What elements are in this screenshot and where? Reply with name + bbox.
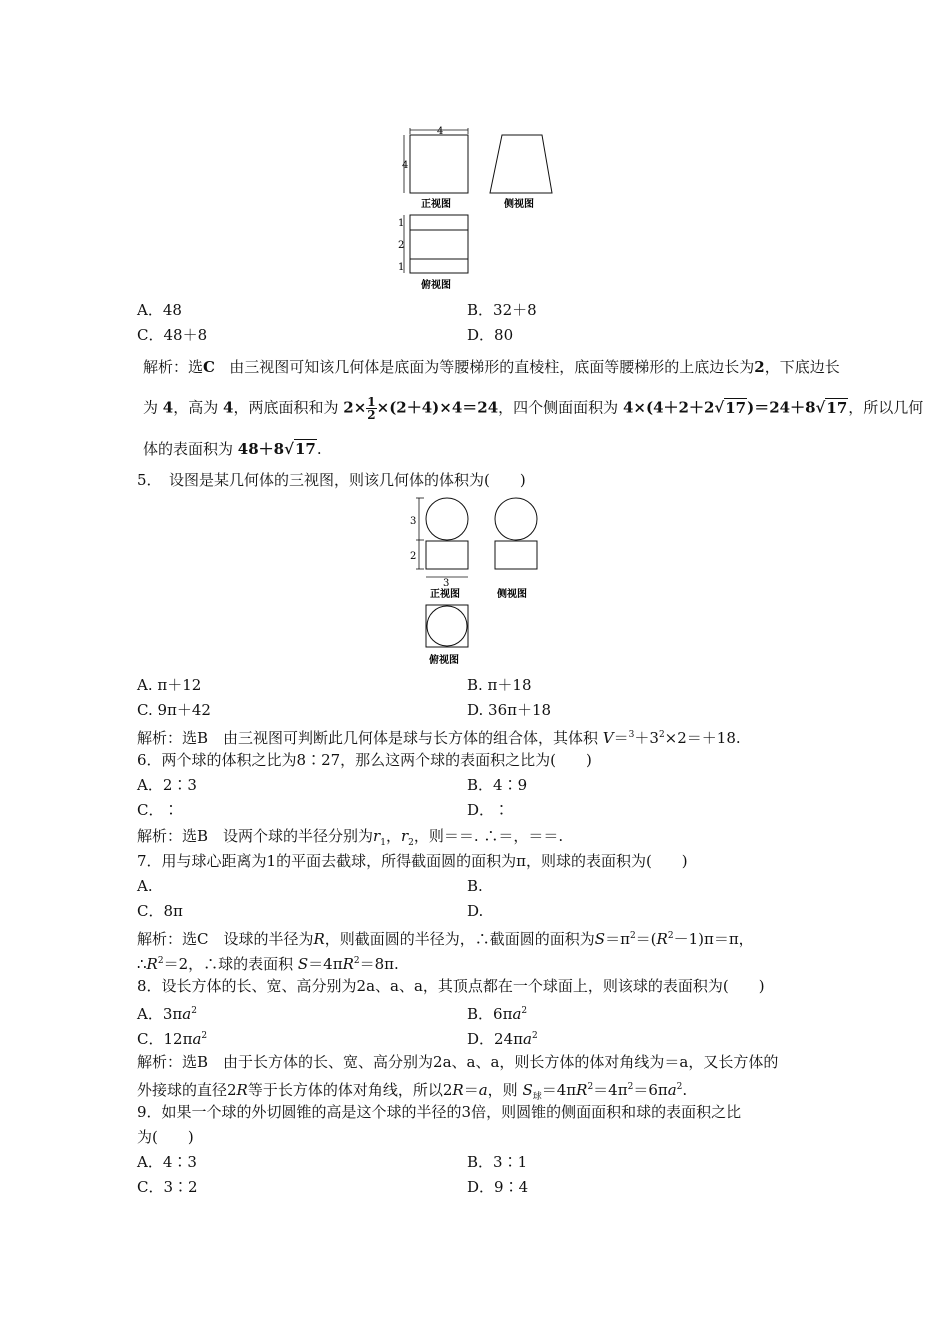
figure-q4-three-views <box>395 125 555 295</box>
q5-option-d: D. 36π＋18 <box>467 701 552 719</box>
q5-option-a: A. π＋12 <box>137 676 202 694</box>
q6-option-a: A．2∶3 <box>137 776 197 794</box>
q7-option-d: D. <box>467 902 484 920</box>
q9-option-c: C．3∶2 <box>137 1178 198 1196</box>
q8-analysis-line1: 解析：选B 由于长方体的长、宽、高分别为2a、a、a，则长方体的体对角线为＝a，又长方体的 <box>137 1053 779 1071</box>
side-box <box>495 541 537 569</box>
q5-front-label: 正视图 <box>430 589 460 600</box>
q6-option-b: B．4∶9 <box>467 776 528 794</box>
q8-analysis-line2: 外接球的直径2R等于长方体的体对角线，所以2R＝a，则 $S_球=4\pi R^2=4\pi^2=6\pi a^2$. <box>137 1081 688 1102</box>
top-dim-1: 1 <box>398 218 405 229</box>
dim-left-label: 4 <box>402 160 409 171</box>
q5-stem: 5． 设图是某几何体的三视图，则该几何体的体积为( ) <box>137 471 526 489</box>
q7-analysis-line2: $\therefore R^2=2$，∴球的表面积 $S=4\pi R^2=8\pi$. <box>137 955 399 973</box>
figure-q5-three-views <box>405 497 555 669</box>
q9-option-b: B．3∶1 <box>467 1153 528 1171</box>
q6-analysis: 解析：选B 设两个球的半径分别为$r_1$，$r_2$，则＝＝. ∴＝，＝＝. <box>137 827 564 848</box>
q9-stem-line1: 9．如果一个球的外切圆锥的高是这个球的半径的3倍，则圆锥的侧面面积和球的表面积之比 <box>137 1103 742 1121</box>
q9-option-a: A．4∶3 <box>137 1153 197 1171</box>
q4-option-a: A．48 <box>137 301 182 319</box>
q5-top-label: 俯视图 <box>429 655 459 666</box>
q7-option-b: B. <box>467 877 483 895</box>
front-view-label: 正视图 <box>421 199 451 210</box>
q6-stem: 6．两个球的体积之比为8∶27，那么这两个球的表面积之比为( ) <box>137 751 592 769</box>
q5-option-c: C. 9π＋42 <box>137 701 211 719</box>
q5-dim-3: 3 <box>410 516 417 527</box>
q7-option-a: A. <box>137 877 153 895</box>
side-view-trapezoid <box>490 135 552 193</box>
top-dim-2: 2 <box>398 240 405 251</box>
q8-option-d: D．$24\pi a^2$ <box>467 1030 538 1048</box>
q5-side-label: 侧视图 <box>497 589 527 600</box>
q4-option-d: D．80 <box>467 326 514 344</box>
q9-option-d: D．9∶4 <box>467 1178 529 1196</box>
fraction-half: $\frac{1}{2}$ <box>367 395 376 422</box>
top-sphere <box>427 606 467 646</box>
q8-stem: 8．设长方体的长、宽、高分别为2a、a、a，其顶点都在一个球面上，则该球的表面积为( ) <box>137 977 765 995</box>
dim-top-label: 4 <box>437 126 444 137</box>
q6-option-d: D．∶ <box>467 801 510 819</box>
side-sphere <box>495 498 537 540</box>
q8-option-b: B．$6\pi a^2$ <box>467 1005 528 1023</box>
q5-dim-2: 2 <box>410 551 417 562</box>
q4-analysis-line2: 为 4，高为 4，两底面积和为 2× $\frac{1}{2}$ ×(2＋4)×4＝24，四个侧面面积为 4×(4＋2＋2√17)＝24＋8√17，所以几何 <box>143 395 924 422</box>
q4-option-c: C．48＋8 <box>137 326 208 344</box>
q8-option-a: A．$3\pi a^2$ <box>137 1005 197 1023</box>
q8-option-c: C．$12\pi a^2$ <box>137 1030 208 1048</box>
q6-option-c: C．∶ <box>137 801 179 819</box>
q5-option-b: B. π＋18 <box>467 676 532 694</box>
q7-stem: 7．用与球心距离为1的平面去截球，所得截面圆的面积为π，则球的表面积为( ) <box>137 852 688 870</box>
q5-analysis: 解析：选B 由三视图可判断此几何体是球与长方体的组合体，其体积 $V=^3+3^2\times 2=+18$. <box>137 729 741 747</box>
front-box <box>426 541 468 569</box>
q9-stem-line2: 为( ) <box>137 1128 194 1146</box>
front-sphere <box>426 498 468 540</box>
top-view-rect <box>410 215 468 273</box>
side-view-label: 侧视图 <box>504 199 534 210</box>
top-box <box>426 605 468 647</box>
top-view-label: 俯视图 <box>421 280 451 291</box>
top-dim-3: 1 <box>398 262 405 273</box>
q4-option-b: B．32＋8 <box>467 301 537 319</box>
q5-dim-bottom: 3 <box>443 578 450 589</box>
q4-analysis-line1: 解析：选C 由三视图可知该几何体是底面为等腰梯形的直棱柱，底面等腰梯形的上底边长为2，下底边长 <box>143 358 840 376</box>
front-view-square <box>410 135 468 193</box>
q4-analysis-line3: 体的表面积为 48＋8√17. <box>143 440 322 458</box>
q7-analysis-line1: 解析：选C 设球的半径为R，则截面圆的半径为，∴截面圆的面积为$S=\pi^2=(R^2-1)\pi=\pi$， <box>137 930 754 948</box>
q7-option-c: C．8π <box>137 902 183 920</box>
